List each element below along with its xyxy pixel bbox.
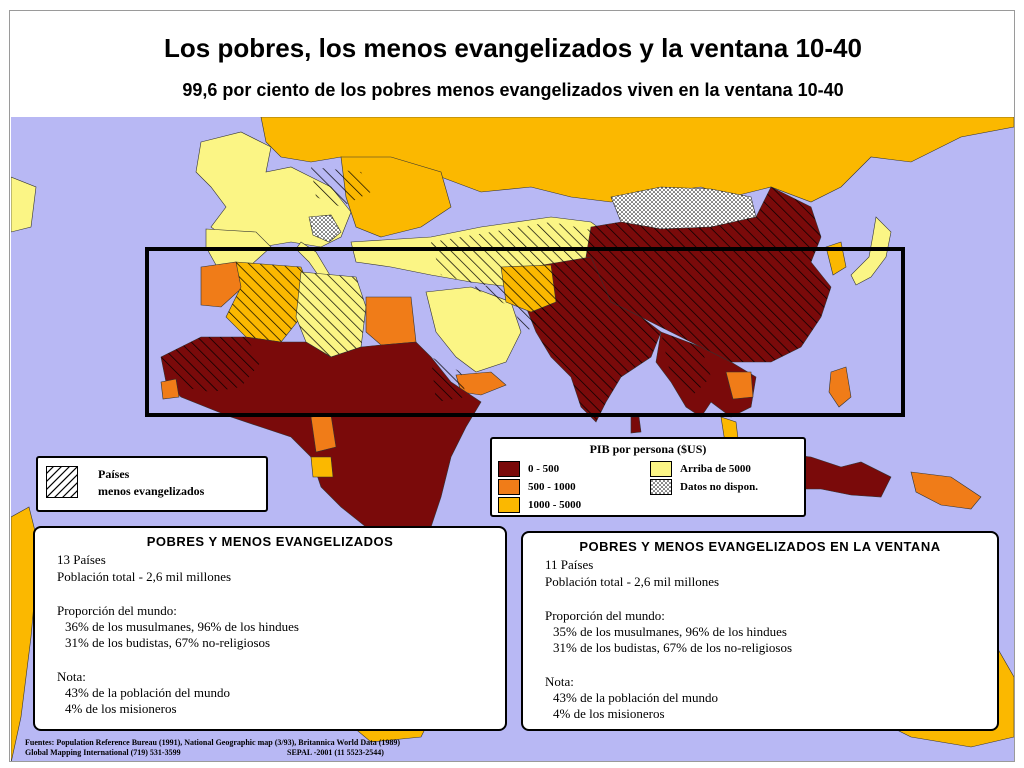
info-right-population: Población total - 2,6 mil millones xyxy=(545,574,720,589)
legend-item-label: Arriba de 5000 xyxy=(680,463,751,475)
info-right-proportion-label: Proporción del mundo: xyxy=(545,608,665,623)
swatch-500-1000 xyxy=(498,479,520,495)
info-left-population: Población total - 2,6 mil millones xyxy=(57,569,232,584)
info-right-note-2: 4% de los misioneros xyxy=(553,706,665,721)
info-left-proportion-label: Proporción del mundo: xyxy=(57,603,177,618)
legend-item-label: 500 - 1000 xyxy=(528,481,576,493)
legend-item-1000-5000 xyxy=(498,497,581,513)
sources-gmi: Global Mapping International (719) 531-3599 xyxy=(25,748,181,757)
sources-line2 xyxy=(25,748,400,758)
legend-least-evangelized xyxy=(36,456,268,512)
info-right-proportion-1: 35% de los musulmanes, 96% de los hindues xyxy=(553,624,787,639)
info-right-proportion-2: 31% de los budistas, 67% de los no-religiosos xyxy=(553,640,793,655)
legend-countries-line2: menos evangelizados xyxy=(98,484,205,498)
legend-item-0-500 xyxy=(498,461,559,477)
page-title: Los pobres, los menos evangelizados y la ventana 10-40 xyxy=(164,33,862,63)
swatch-1000-5000 xyxy=(498,497,520,513)
swatch-no-data xyxy=(650,479,672,495)
region-gabon xyxy=(311,457,333,477)
legend-item-over-5000 xyxy=(650,461,751,477)
legend-item-label: Datos no dispon. xyxy=(680,481,758,493)
slide-frame xyxy=(9,10,1015,762)
legend-item-label: 1000 - 5000 xyxy=(528,499,582,511)
legend-gdp xyxy=(490,437,806,517)
info-left-note-label: Nota: xyxy=(57,669,86,684)
swatch-over-5000 xyxy=(650,461,672,477)
hatch-swatch-icon xyxy=(46,466,78,498)
legend-gdp-title: PIB por persona ($US) xyxy=(589,442,707,456)
region-sri-lanka xyxy=(631,417,641,433)
legend-countries-label xyxy=(98,466,204,500)
info-right-note-label: Nota: xyxy=(545,674,574,689)
info-left-heading: POBRES Y MENOS EVANGELIZADOS xyxy=(146,534,394,549)
info-left-proportion-1: 36% de los musulmanes, 96% de los hindues xyxy=(65,619,299,634)
info-right-heading: POBRES Y MENOS EVANGELIZADOS EN LA VENTANA xyxy=(579,539,941,554)
legend-item-no-data xyxy=(650,479,758,495)
sources-sepal: SEPAL -2001 (11 5523-2544) xyxy=(287,748,384,757)
info-right-countries: 11 Países xyxy=(545,557,594,572)
info-left-note-2: 4% de los misioneros xyxy=(65,701,177,716)
legend-item-500-1000 xyxy=(498,479,576,495)
info-right-note-1: 43% de la población del mundo xyxy=(553,690,718,705)
info-left-proportion-2: 31% de los budistas, 67% no-religiosos xyxy=(65,635,271,650)
legend-countries-line1: Países xyxy=(98,467,130,481)
region-west-coast xyxy=(161,379,179,399)
info-box-least-evangelized xyxy=(33,526,507,731)
legend-item-label: 0 - 500 xyxy=(528,463,560,475)
region-egypt xyxy=(366,297,416,345)
info-left-countries: 13 Países xyxy=(57,552,106,567)
swatch-0-500 xyxy=(498,461,520,477)
sources-footnote xyxy=(25,738,400,758)
sources-line1: Fuentes: Population Reference Bureau (1991), National Geographic map (3/93), Britannica World Data (1989) xyxy=(25,738,401,747)
info-left-note-1: 43% de la población del mundo xyxy=(65,685,230,700)
page-subtitle: 99,6 por ciento de los pobres menos evangelizados viven en la ventana 10-40 xyxy=(182,80,844,100)
info-box-in-window xyxy=(521,531,999,731)
